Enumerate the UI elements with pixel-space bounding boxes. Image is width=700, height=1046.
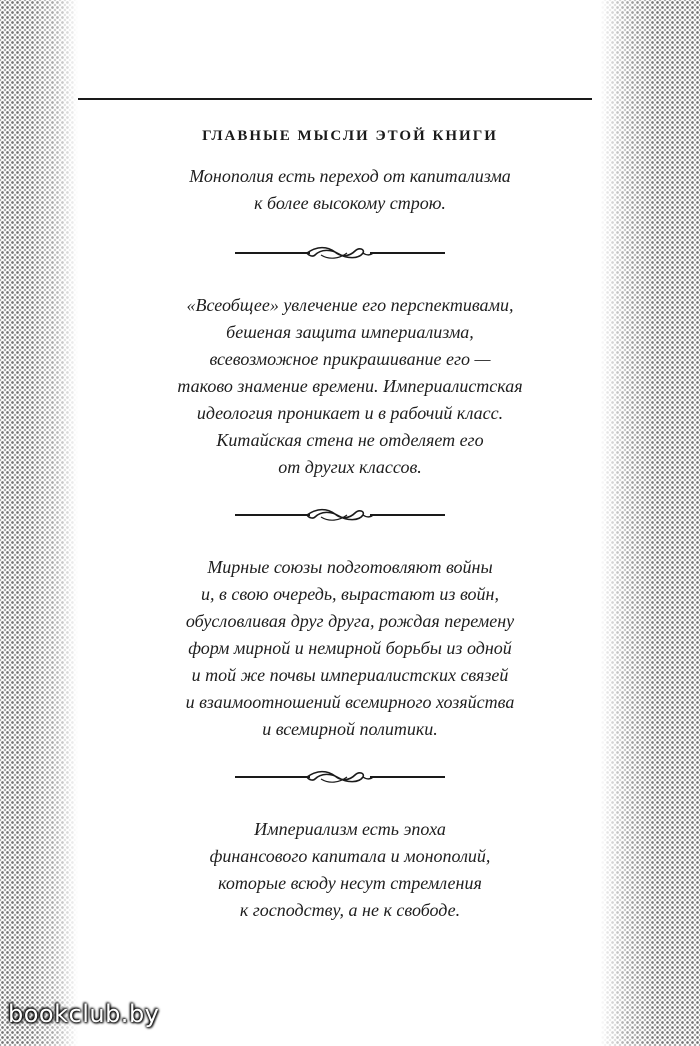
quote-line: которые всюду несут стремления — [218, 873, 482, 893]
quote-line: и всемирной политики. — [262, 719, 438, 739]
quote-line: к более высокому строю. — [254, 193, 446, 213]
ornamental-flourish-icon — [235, 767, 445, 787]
quote-line: и взаимоотношений всемирного хозяйства — [185, 692, 515, 712]
top-rule — [78, 98, 592, 100]
quote-line: «Всеобщее» увлечение его перспективами, — [186, 295, 514, 315]
quote-line: и, в свою очередь, вырастают из войн, — [201, 584, 499, 604]
quote-1 — [80, 163, 620, 217]
quote-line: Китайская стена не отделяет его — [216, 430, 484, 450]
ornamental-flourish-icon — [235, 505, 445, 525]
quote-line: идеология проникает и в рабочий класс. — [196, 403, 504, 423]
quote-line: Мирные союзы подготовляют войны — [207, 557, 493, 577]
quote-line: Империализм есть эпоха — [254, 819, 446, 839]
quote-line: к господству, а не к свободе. — [239, 900, 461, 920]
quote-line: таково знамение времени. Империалистская — [177, 376, 523, 396]
watermark: bookclub.by — [8, 1000, 160, 1028]
ornamental-flourish-icon — [235, 243, 445, 263]
quote-2 — [80, 292, 620, 481]
quote-line: от других классов. — [278, 457, 422, 477]
quote-line: обусловливая друг друга, рождая перемену — [185, 611, 515, 631]
page-heading: ГЛАВНЫЕ МЫСЛИ ЭТОЙ КНИГИ — [202, 128, 498, 144]
quote-3 — [80, 554, 620, 743]
quote-line: Монополия есть переход от капитализма — [189, 166, 511, 186]
quote-line: и той же почвы империалистских связей — [191, 665, 509, 685]
quote-line: финансового капитала и монополий, — [209, 846, 491, 866]
quote-4 — [80, 816, 620, 924]
quote-line: форм мирной и немирной борьбы из одной — [188, 638, 512, 658]
quote-line: всевозможное прикрашивание его — — [209, 349, 491, 369]
quote-line: бешеная защита империализма, — [226, 322, 474, 342]
halftone-border-left — [0, 0, 78, 1046]
